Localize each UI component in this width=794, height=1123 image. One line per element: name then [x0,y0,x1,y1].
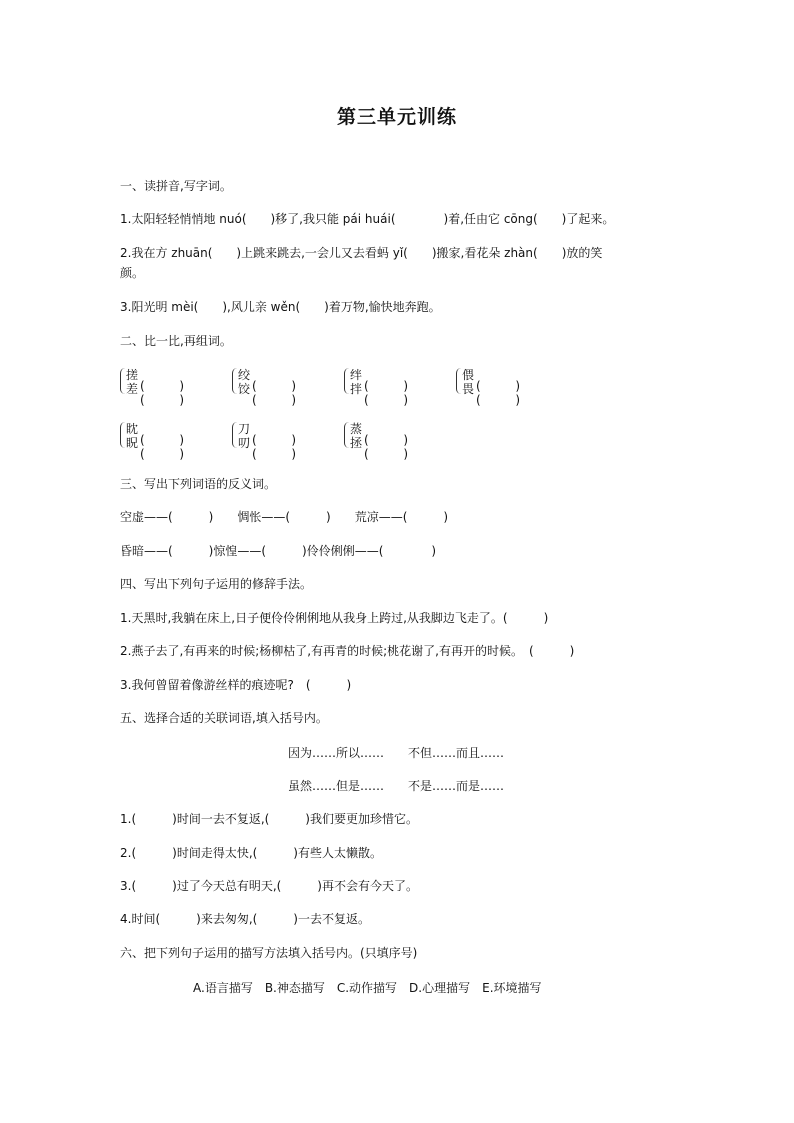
s3-antonym-row-1: 空虚——( ) 惆怅——( ) 荒凉——( ) [120,510,449,524]
s4-question-3: 3.我何曾留着像游丝样的痕迹呢? ( ) [120,678,352,692]
page-title: 第三单元训练 [336,106,457,128]
s1-question-1: 1.太阳轻轻悄悄地 nuó( )移了,我只能 pái huái( )着,任由它 cōng( )了起来。 [120,212,615,226]
char-b: 饺 [238,382,251,396]
char-pair-group [344,368,408,396]
char-a: 偎 [462,368,475,382]
char-a: 眈 [126,422,139,436]
char-pair-group [344,422,408,450]
char-pair-group [456,368,520,396]
char-pair-group [120,422,184,450]
section-4-heading: 四、写出下列句子运用的修辞手法。 [120,577,313,591]
s4-question-2: 2.燕子去了,有再来的时候;杨柳枯了,有再青的时候;桃花谢了,有再开的时候。 ( ) [120,644,575,658]
char-pair-group [232,422,296,450]
conjunction-options-1: 因为……所以…… 不但……而且…… [288,746,505,760]
s5-question-3: 3.( )过了今天总有明天,( )再不会有今天了。 [120,879,418,893]
char-pair-group [232,368,296,396]
description-method-options: A.语言描写 B.神态描写 C.动作描写 D.心理描写 E.环境描写 [193,981,542,995]
char-a: 搓 [126,368,139,382]
s1-question-2a: 2.我在方 zhuān( )上跳来跳去,一会儿又去看蚂 yǐ( )搬家,看花朵 zhàn( )放的笑 [120,246,603,260]
s5-question-2: 2.( )时间走得太快,( )有些人太懒散。 [120,846,382,860]
char-a: 绞 [238,368,251,382]
char-pair-group [120,368,184,396]
char-a: 刀 [238,422,251,436]
s1-question-2b: 颜。 [120,266,145,280]
char-b: 拌 [350,382,363,396]
s5-question-4: 4.时间( )来去匆匆,( )一去不复返。 [120,912,370,926]
s5-question-1: 1.( )时间一去不复返,( )我们要更加珍惜它。 [120,812,418,826]
char-b: 差 [126,382,139,396]
section-1-heading: 一、读拼音,写字词。 [120,179,232,193]
char-a: 绊 [350,368,363,382]
char-b: 拯 [350,436,363,450]
section-2-heading: 二、比一比,再组词。 [120,334,232,348]
section-3-heading: 三、写出下列词语的反义词。 [120,477,277,491]
s1-question-3: 3.阳光明 mèi( ),风儿亲 wěn( )着万物,愉快地奔跑。 [120,300,441,314]
char-b: 眖 [126,436,139,450]
char-b: 畏 [462,382,475,396]
s3-antonym-row-2: 昏暗——( )惊惶——( )伶伶俐俐——( ) [120,544,437,558]
char-b: 叨 [238,436,251,450]
s4-question-1: 1.天黑时,我躺在床上,日子便伶伶俐俐地从我身上跨过,从我脚边飞走了。( ) [120,611,549,625]
char-a: 蒸 [350,422,363,436]
section-5-heading: 五、选择合适的关联词语,填入括号内。 [120,711,328,725]
section-6-heading: 六、把下列句子运用的描写方法填入括号内。(只填序号) [120,946,418,960]
conjunction-options-2: 虽然……但是…… 不是……而是…… [288,779,505,793]
